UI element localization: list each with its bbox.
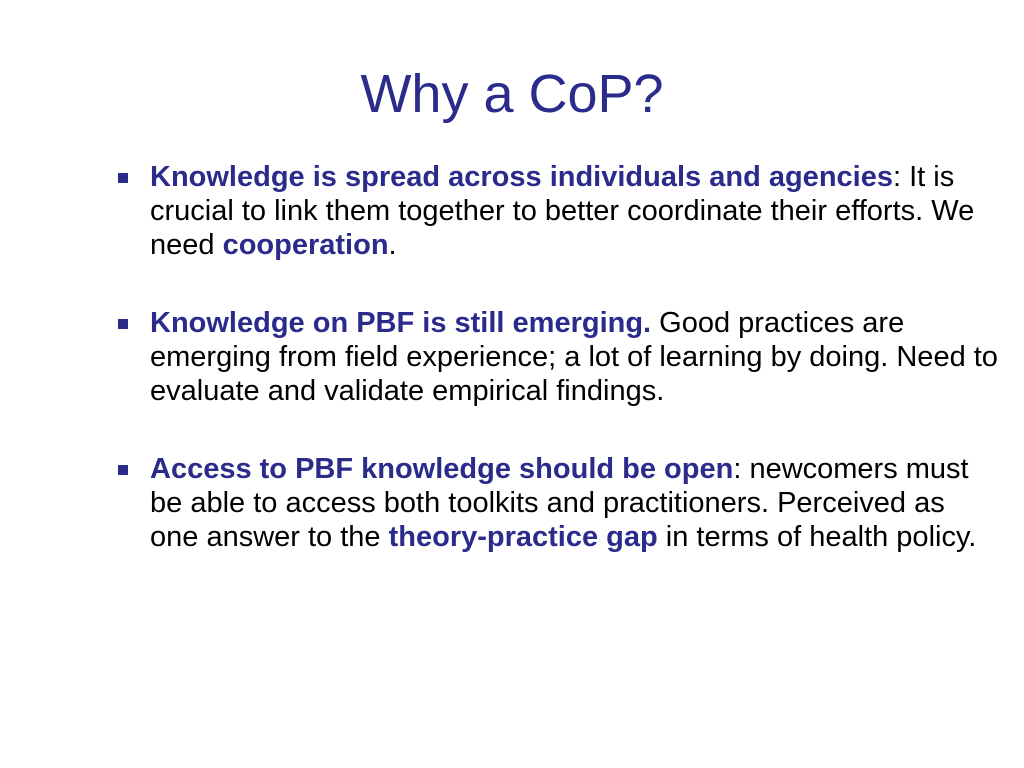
bullet-item-open-access — [118, 452, 998, 554]
bullet-lead: Access to PBF knowledge should be open — [150, 453, 734, 485]
bullet-text: : newcomers must be able to access both toolkits and practitioners. Perceived as one answer to the — [150, 453, 969, 553]
bullet-list — [118, 160, 998, 598]
bullet-text-end: . — [388, 229, 397, 261]
bullet-text: Good practices are emerging from field experience; a lot of learning by doing. Need to evaluate and validate empirical findings. — [150, 307, 998, 407]
slide-title: Why a CoP? — [360, 64, 664, 124]
bullet-text: : It is crucial to link them together to better coordinate their efforts. We need — [150, 161, 975, 261]
bullet-text-end: in terms of health policy. — [657, 521, 977, 553]
bullet-lead: Knowledge on PBF is still emerging. — [150, 307, 652, 339]
square-bullet-icon — [118, 465, 128, 475]
bullet-emphasis: cooperation — [222, 229, 389, 261]
square-bullet-icon — [118, 319, 128, 329]
bullet-lead: Knowledge is spread across individuals and agencies — [150, 161, 893, 193]
bullet-item-spread-knowledge — [118, 160, 998, 262]
bullet-item-emerging-knowledge — [118, 306, 998, 408]
bullet-emphasis: theory-practice gap — [388, 521, 658, 553]
square-bullet-icon — [118, 173, 128, 183]
